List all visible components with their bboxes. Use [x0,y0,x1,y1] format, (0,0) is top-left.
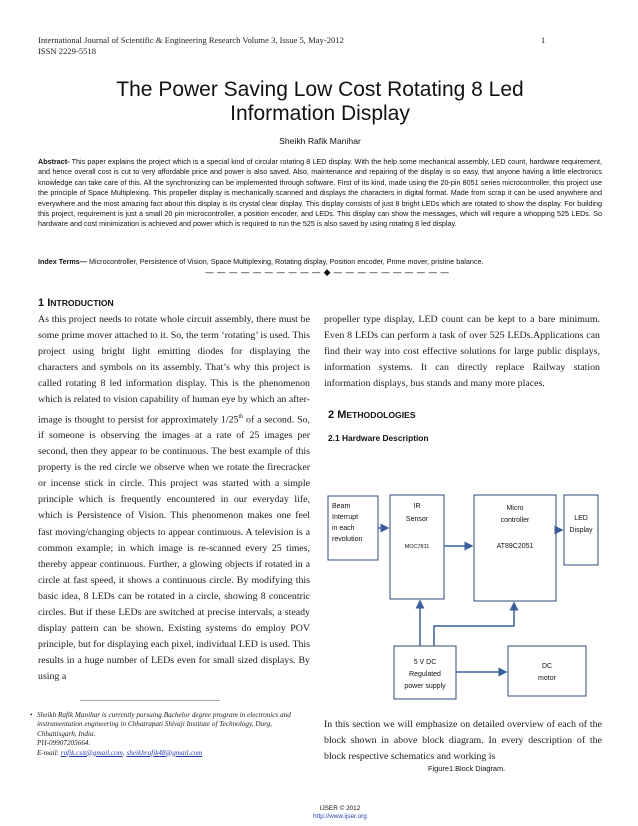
intro-superscript: th [238,413,244,420]
footnote-email [37,749,300,758]
abstract-text: This paper explains the project which is a special kind of circular rotating 8 LED display. With the help some mechanical assembly, LED count, hardware requirement, and hence overall cost is cut to very affordable price and power is also saved. Also, maintenance and repairing of the display is so easy, that anyone having a little electronics knowledge can take care of this. All the synchronizing can be implemented through software. First of its kind, made using the 20-pin 8051 series microcontroller, this project use the principle of Space Multiplexing. This propeller display is mechanically scanned and displays the characters in digital format. Made from scrap it can be used anywhere and everywhere and the most amazing fact about this display is its crystal clear display. This display consists of just 8 bright LEDs which are rotated to show the display. For building this project, requirement is just a small 20 pin microcontroller, a position encoder, and LEDs. This display can show the messages, which will require a whopping 525 LEDs. So hardware and cost minimization is achieved and power which is required to run the 525 is also saved by using rotating 8 led display. [38,157,602,229]
abstract-label: Abstract- [38,157,70,166]
page-footer [280,805,400,821]
beam-label-4: revolution [332,536,363,543]
section-2-paragraph: In this section we will emphasize on detailed overview of each of the block shown in above block diagram. In every description of the block respective schematics and working is [324,719,602,763]
email-link-2[interactable]: sheikhrafik48@gmail.com [126,748,203,757]
title-line-2: Information Display [230,102,410,125]
email-label: E-mail: [37,748,61,757]
footnote-bullet-icon: • [30,711,33,719]
email-link-1[interactable]: rafik.csit@gmail.com [60,748,123,757]
subsection-2-1-heading: 2.1 Hardware Description [328,433,429,443]
psu-label-3: power supply [404,683,446,690]
footer-copyright: IJSER © 2012 [319,805,361,812]
mc-label-2: controller [500,517,530,524]
section-1-initial: I [47,297,51,309]
beam-label-2: Interrupt [332,514,359,521]
beam-label-3: in each [332,525,355,532]
journal-header: International Journal of Scientific & Engineering Research Volume 3, Issue 5, May-2012 [38,35,344,45]
footer-url[interactable]: http://www.ijser.org [313,813,367,820]
issn: ISSN 2229-5518 [38,46,97,56]
figure-caption: Figure1.Block Diagram. [428,764,506,773]
ir-part-label: MOC7811 [404,544,430,550]
title-line-1: The Power Saving Low Cost Rotating 8 Led [116,78,524,101]
section-2-rest: ETHODOLOGIES [346,410,416,420]
email-separator: , [122,748,127,757]
abstract [38,157,602,230]
intro-column-right: propeller type display, LED count can be kept to a bare minimum. Even 8 LEDs can perform a task of over 525 LEDs.Applications can find their way into cost effective solutions for large public displays, information systems. It can directly replace Railway station information displays, bus stands and many more places. [324,314,600,390]
section-1-number: 1 [38,297,48,309]
section-1-rest: NTRODUCTION [50,298,114,308]
index-terms [38,257,602,267]
mc-label-1: Micro [506,505,524,512]
psu-label-2: Regulated [409,671,441,678]
footnote-rule [80,700,220,701]
intro-text-a: As this project needs to rotate whole circuit assembly, there must be some prime mover attached to it. So, the term ‘rotating’ is used. This project using bright light emitting diodes for displaying the characters and symbols on its assembly. That’s why this project is called rotating 8 led information display. This is the phenomenon which is related to vision capability of human eye by which an after- image is thought to persist for approximately 1/25 [38,314,310,425]
author: Sheikh Rafik Manihar [279,136,361,146]
psu-label-1: 5 V DC [413,659,437,666]
section-2-initial: M [337,409,347,421]
section-separator: — — — — — — — — — — ◆ — — — — — — — — — — [205,268,450,278]
intro-text-b: of a second. So, if someone is observing the images at a rate of 25 images per second, then they appear to be continuous. The best example of this property is the red circle we observe when we rotate the firecracker or incense stick in circle. This project was started with a simple principle which is frequently encountered in our everyday life, which is Persistence of Vision. This phenomenon makes one feel fast moving/changing objects to appear continuous. A television is a common example; in which image is re-scanned every 25 times, thereby appear continuous. Further, a glowing objects if rotated in a circle at fast speed, it shows a continuous circle. By modifying this basic idea, 8 LEDs can be rotated in a circle, showing 8 concentric circles. But if these LEDs are switched at precise intervals, a steady display pattern can be shown. Existing systems do employ POV principle, but for displaying each pixel, individual LED is used. This results in a huge number of LEDs even for small sized displays. By using a [38,413,310,683]
page-number: 1 [541,35,546,45]
mc-part-label: AT89C2051 [496,543,534,550]
beam-label-1: Beam [332,503,351,510]
led-label-2: Display [569,527,593,534]
motor-label-2: motor [538,675,556,682]
section-1-heading [38,297,114,309]
dc-motor-box [508,646,586,696]
section-2-number: 2 [328,409,338,421]
arrow-psu-to-mc [434,603,514,646]
motor-label-1: DC [541,663,553,670]
intro-column-left [38,312,310,685]
index-terms-text: Microcontroller, Persistence of Vision, Space Multiplexing, Rotating display, Position encoder, Prime mover, pristine balance. [87,257,484,266]
section-2-heading [328,409,416,421]
ir-label-1: IR [413,503,421,510]
footnote-affiliation: Sheikh Rafik Manihar is currently pursuing Bachelor degree program in electronics and instrumentation engineering in Chhatrapati Shivaji Institute of Technology, Durg, Chhattisgarh, India. [37,711,291,738]
author-footnote [30,700,300,758]
ir-label-2: Sensor [405,516,429,523]
index-terms-label: Index Terms— [38,257,87,266]
led-label-1: LED [574,515,588,522]
paper-title [40,78,600,126]
footnote-phone: PH-09907205664. [37,739,91,748]
